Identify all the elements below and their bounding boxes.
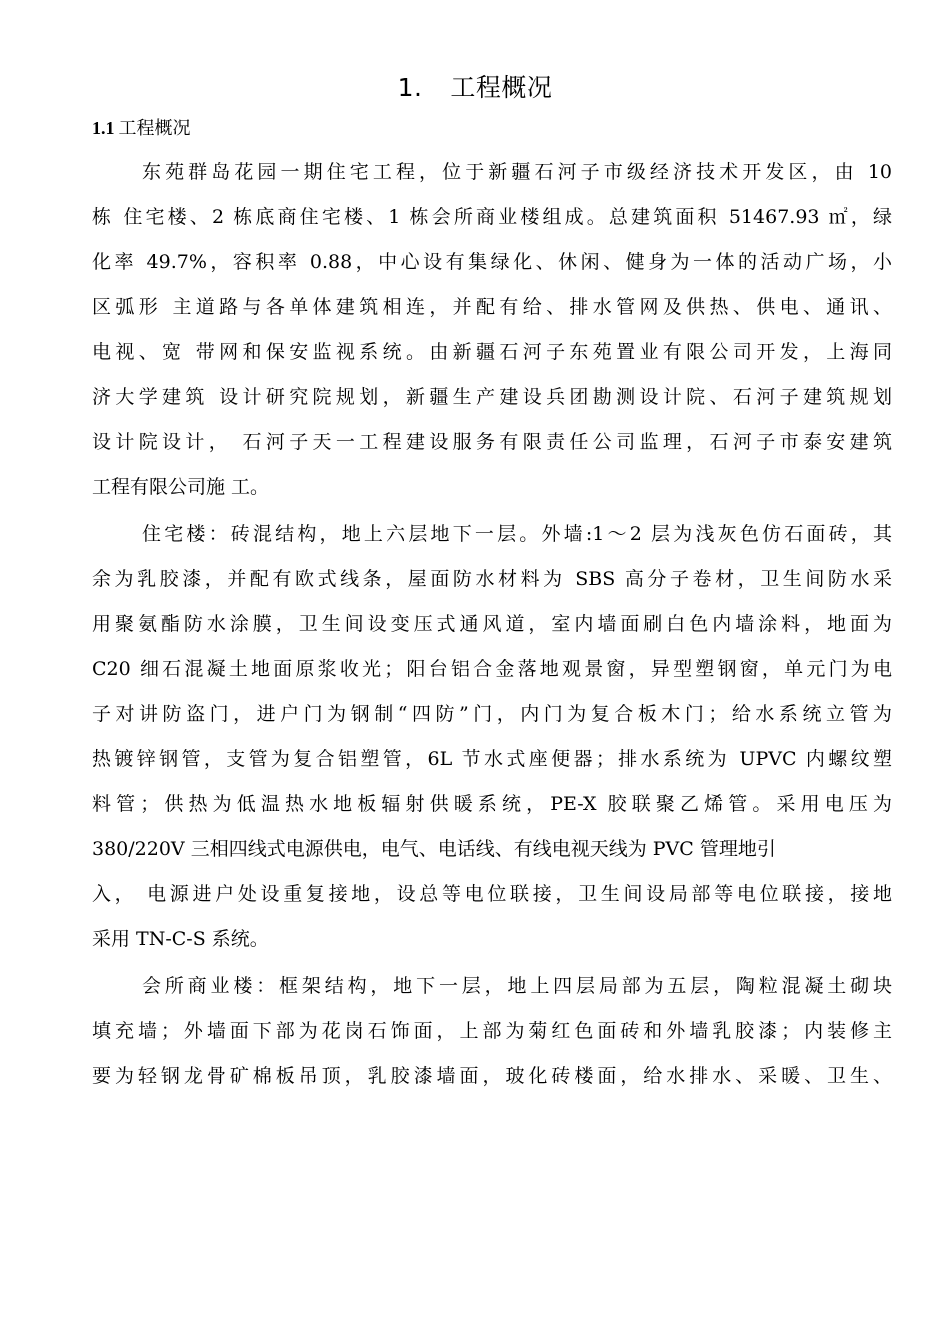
paragraph-line: 东苑群岛花园一期住宅工程，位于新疆石河子市级经济技术开发区，由 10 xyxy=(142,161,892,183)
section-heading xyxy=(92,114,191,143)
paragraph-line: C20 细石混凝土地面原浆收光；阳台铝合金落地观景窗，异型塑钢窗，单元门为电 xyxy=(92,658,892,680)
paragraph-line: 余为乳胶漆，并配有欧式线条，屋面防水材料为 SBS 高分子卷材，卫生间防水采 xyxy=(92,568,892,590)
paragraph-line: 380/220V 三相四线式电源供电，电气、电话线、有线电视天线为 PVC 管理地引 xyxy=(92,838,776,860)
paragraph-line: 子对讲防盗门，进户门为钢制“四防”门，内门为复合板木门；给水系统立管为 xyxy=(92,703,892,725)
paragraph-overview xyxy=(92,150,892,510)
paragraph-clubhouse xyxy=(92,964,892,1099)
chapter-number: 1. xyxy=(397,73,423,102)
chapter-title-text: 工程概况 xyxy=(450,73,553,102)
chapter-title xyxy=(0,70,950,106)
paragraph-line: 设计院设计， 石河子天一工程建设服务有限责任公司监理，石河子市泰安建筑 xyxy=(92,431,892,453)
paragraph-line: 会所商业楼：框架结构，地下一层，地上四层局部为五层，陶粒混凝土砌块 xyxy=(142,975,892,997)
paragraph-line: 工程有限公司施 工。 xyxy=(92,476,270,498)
paragraph-residential xyxy=(92,512,892,962)
paragraph-line: 用聚氨酯防水涂膜，卫生间设变压式通风道，室内墙面刷白色内墙涂料，地面为 xyxy=(92,613,892,635)
paragraph-line: 栋 住宅楼、2 栋底商住宅楼、1 栋会所商业楼组成。总建筑面积 51467.93 ㎡，绿 xyxy=(92,206,892,228)
section-title-text: 工程概况 xyxy=(118,118,191,139)
paragraph-line: 热镀锌钢管，支管为复合铝塑管，6L 节水式座便器；排水系统为 UPVC 内螺纹塑 xyxy=(92,748,892,770)
paragraph-line: 填充墙；外墙面下部为花岗石饰面，上部为菊红色面砖和外墙乳胶漆；内装修主 xyxy=(92,1020,892,1042)
paragraph-line: 要为轻钢龙骨矿棉板吊顶，乳胶漆墙面，玻化砖楼面，给水排水、采暖、卫生、 xyxy=(92,1065,892,1087)
paragraph-line: 采用 TN-C-S 系统。 xyxy=(92,928,269,950)
paragraph-line: 料管；供热为低温热水地板辐射供暖系统，PE-X 胶联聚乙烯管。采用电压为 xyxy=(92,793,892,815)
section-number: 1.1 xyxy=(92,118,115,138)
paragraph-line: 住宅楼：砖混结构，地上六层地下一层。外墙:1～2 层为浅灰色仿石面砖，其 xyxy=(142,523,892,545)
paragraph-line: 区弧形 主道路与各单体建筑相连，并配有给、排水管网及供热、供电、通讯、 xyxy=(92,296,892,318)
paragraph-line: 电视、宽 带网和保安监视系统。由新疆石河子东苑置业有限公司开发，上海同 xyxy=(92,341,892,363)
paragraph-line: 入， 电源进户处设重复接地，设总等电位联接，卫生间设局部等电位联接，接地 xyxy=(92,883,892,905)
paragraph-line: 济大学建筑 设计研究院规划，新疆生产建设兵团勘测设计院、石河子建筑规划 xyxy=(92,386,892,408)
paragraph-line: 化率 49.7%，容积率 0.88，中心设有集绿化、休闲、健身为一体的活动广场，小 xyxy=(92,251,892,273)
